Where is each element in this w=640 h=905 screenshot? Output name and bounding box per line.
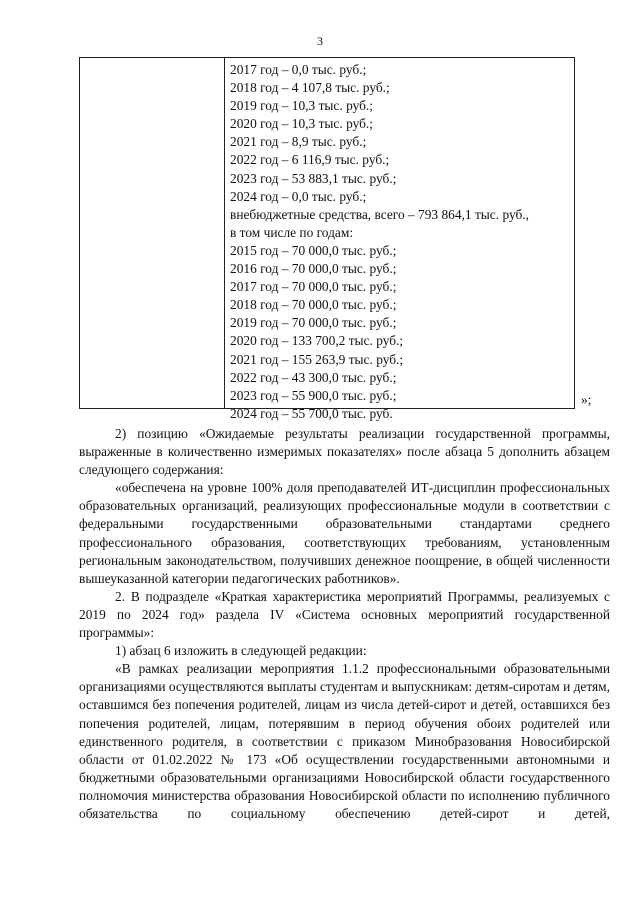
paragraph: 2. В подразделе «Краткая характеристика мероприятий Программы, реализуемых с 2019 по 2024 год» раздела IV «Система основных мероприятий государственной программы»: — [79, 588, 610, 641]
funding-line: 2018 год – 70 000,0 тыс. руб.; — [230, 297, 397, 313]
table-column-divider — [224, 58, 225, 408]
funding-line: внебюджетные средства, всего – 793 864,1 тыс. руб., — [230, 206, 529, 222]
funding-line: 2019 год – 70 000,0 тыс. руб.; — [230, 315, 397, 331]
funding-line: 2022 год – 43 300,0 тыс. руб.; — [230, 369, 397, 385]
closing-quote-mark: »; — [581, 392, 592, 407]
funding-line: 2023 год – 55 900,0 тыс. руб.; — [230, 387, 397, 403]
funding-line: 2018 год – 4 107,8 тыс. руб.; — [230, 80, 390, 96]
paragraph: «В рамках реализации мероприятия 1.1.2 профессиональными образовательными организациями осуществляются выплаты студентам и выпускникам: детям-сиротам и детям, оставшимся без попечения родителей, лицам из числа детей-сирот и детей, оставшихся без попечения родителей, лицам, потерявшим в период обучения обоих родителей или единственного родителя, в соответствии с приказом Минобразования Новосибирской области от 01.02.2022 № 173 «Об осуществлении государственными автономными и бюджетными образовательными организациями Новосибирской области государственного полномочия министерства образования Новосибирской области по исполнению публичного обязательства по социальному обеспечению детей-сирот и детей, — [79, 661, 610, 821]
funding-line: 2021 год – 155 263,9 тыс. руб.; — [230, 351, 404, 367]
funding-line: 2017 год – 0,0 тыс. руб.; — [230, 62, 367, 77]
paragraph: «обеспечена на уровне 100% доля преподавателей ИТ-дисциплин профессиональных образовательных организаций, реализующих профессиональные модули в соответствии с федеральными государственными образовательными стандартами среднего профессионального образования, соответствующих требованиям, установленным региональным законодательством, получивших денежное поощрение, в общей численности вышеуказанной категории педагогических работников». — [79, 480, 610, 586]
funding-line: 2019 год – 10,3 тыс. руб.; — [230, 98, 373, 114]
paragraph: 1) абзац 6 изложить в следующей редакции: — [115, 643, 367, 659]
funding-line: 2017 год – 70 000,0 тыс. руб.; — [230, 279, 397, 295]
funding-line: 2024 год – 0,0 тыс. руб.; — [230, 188, 367, 204]
paragraph: 2) позицию «Ожидаемые результаты реализации государственной программы, выраженные в количественно измеримых показателях» после абзаца 5 дополнить абзацем следующего содержания: — [79, 426, 610, 478]
funding-line: в том числе по годам: — [230, 224, 354, 240]
funding-line: 2020 год – 133 700,2 тыс. руб.; — [230, 333, 404, 349]
funding-table — [79, 57, 575, 421]
funding-line: 2024 год – 55 700,0 тыс. руб. — [230, 405, 393, 421]
funding-line: 2015 год – 70 000,0 тыс. руб.; — [230, 242, 397, 258]
funding-line: 2021 год – 8,9 тыс. руб.; — [230, 134, 367, 150]
page-number: 3 — [317, 34, 323, 48]
funding-cell — [230, 61, 576, 423]
funding-line: 2020 год – 10,3 тыс. руб.; — [230, 116, 373, 132]
document-body — [79, 425, 610, 823]
funding-line: 2016 год – 70 000,0 тыс. руб.; — [230, 261, 397, 277]
funding-line: 2022 год – 6 116,9 тыс. руб.; — [230, 152, 390, 168]
funding-line: 2023 год – 53 883,1 тыс. руб.; — [230, 170, 397, 186]
